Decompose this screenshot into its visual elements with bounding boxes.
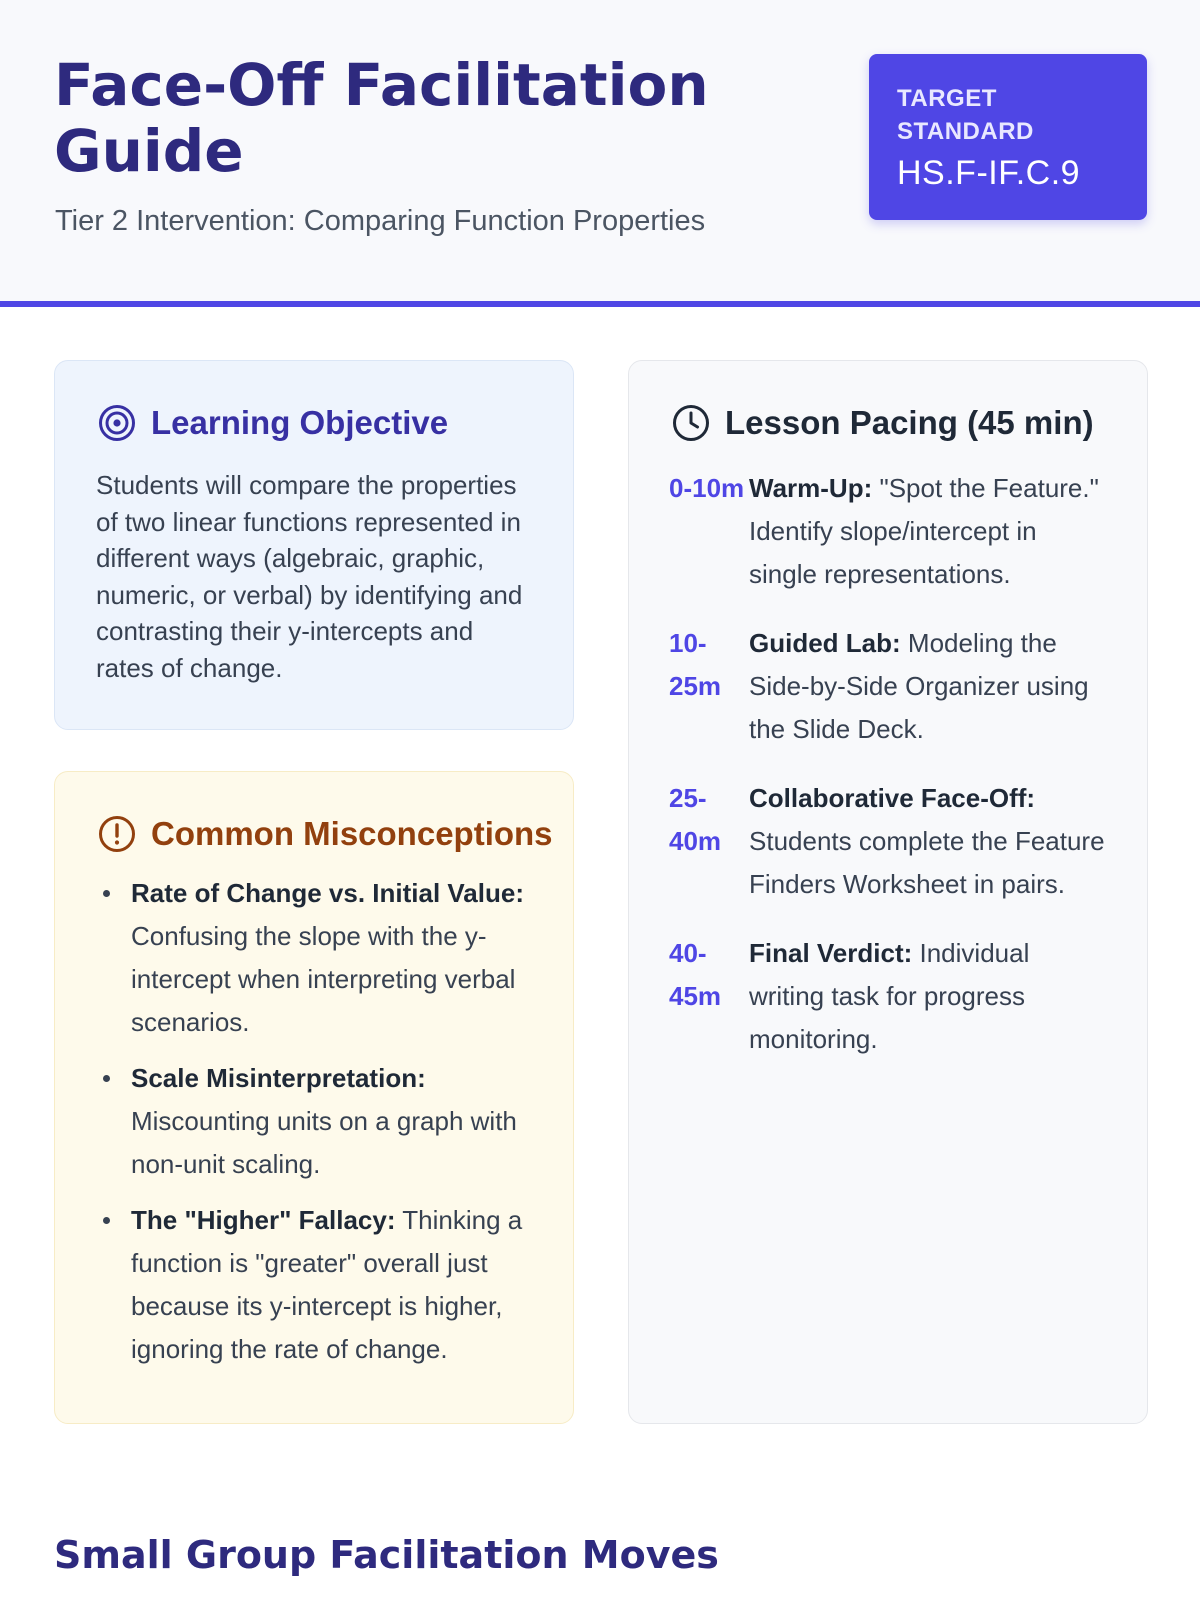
learning-objective-text: Students will compare the properties of two linear functions represented in different ways (algebraic, graphic, numeric, or verbal) by identifying and contrasting their y-intercepts and rates of change. <box>96 470 523 683</box>
misconceptions-header <box>97 814 553 854</box>
pacing-description <box>749 932 1109 1061</box>
pacing-title: Collaborative Face-Off: <box>749 783 1036 813</box>
lesson-pacing-card <box>628 360 1148 1424</box>
misconceptions-card <box>54 771 574 1424</box>
clock-icon <box>671 403 711 443</box>
learning-objective-card <box>54 360 574 730</box>
misconception-text: Thinking a function is "greater" overall just because its y-intercept is higher, ignoring the rate of change. <box>131 1205 523 1364</box>
pacing-title: Final Verdict: <box>749 938 913 968</box>
lesson-pacing-heading: Lesson Pacing (45 min) <box>725 404 1094 441</box>
page-subtitle: Tier 2 Intervention: Comparing Function Properties <box>55 205 706 237</box>
pacing-time: 25-40m <box>669 783 722 856</box>
pacing-row <box>669 777 1109 906</box>
misconception-term: The "Higher" Fallacy: <box>131 1205 396 1235</box>
pacing-row <box>669 932 1109 1061</box>
section-title: Small Group Facilitation Moves <box>54 1533 719 1577</box>
pacing-text: Individual writing task for progress monitoring. <box>749 938 1030 1054</box>
pacing-description <box>749 777 1109 906</box>
standard-code: HS.F-IF.C.9 <box>897 154 1081 192</box>
pacing-time: 0-10m <box>669 473 745 503</box>
standard-label: TARGET STANDARD <box>897 85 1034 145</box>
pacing-description <box>749 622 1109 751</box>
misconceptions-list <box>97 872 542 1384</box>
page-header <box>0 0 1200 307</box>
learning-objective-heading: Learning Objective <box>151 404 449 441</box>
misconception-text: Confusing the slope with the y-intercept when interpreting verbal scenarios. <box>131 921 516 1037</box>
misconception-text: Miscounting units on a graph with non-unit scaling. <box>131 1106 517 1179</box>
pacing-list <box>669 467 1109 1087</box>
list-item <box>97 872 542 1044</box>
misconception-term: Rate of Change vs. Initial Value: <box>131 878 524 908</box>
list-item <box>97 1057 542 1186</box>
pacing-text: Modeling the Side-by-Side Organizer using the Slide Deck. <box>749 628 1089 744</box>
pacing-title: Guided Lab: <box>749 628 901 658</box>
pacing-text: "Spot the Feature." Identify slope/intercept in single representations. <box>749 473 1099 589</box>
pacing-title: Warm-Up: <box>749 473 873 503</box>
pacing-text: Students complete the Feature Finders Worksheet in pairs. <box>749 826 1105 899</box>
standard-badge <box>869 54 1147 220</box>
list-item <box>97 1199 542 1371</box>
target-icon <box>97 403 137 443</box>
pacing-time: 10-25m <box>669 628 722 701</box>
misconceptions-heading: Common Misconceptions <box>151 815 553 852</box>
pacing-time: 40-45m <box>669 938 722 1011</box>
pacing-row <box>669 622 1109 751</box>
alert-circle-icon <box>97 814 137 854</box>
misconception-term: Scale Misinterpretation: <box>131 1063 426 1093</box>
page-title: Face-Off Facilitation Guide <box>54 51 709 185</box>
pacing-row <box>669 467 1109 596</box>
lesson-pacing-header <box>671 403 1094 443</box>
pacing-description <box>749 467 1109 596</box>
learning-objective-header <box>97 403 448 443</box>
